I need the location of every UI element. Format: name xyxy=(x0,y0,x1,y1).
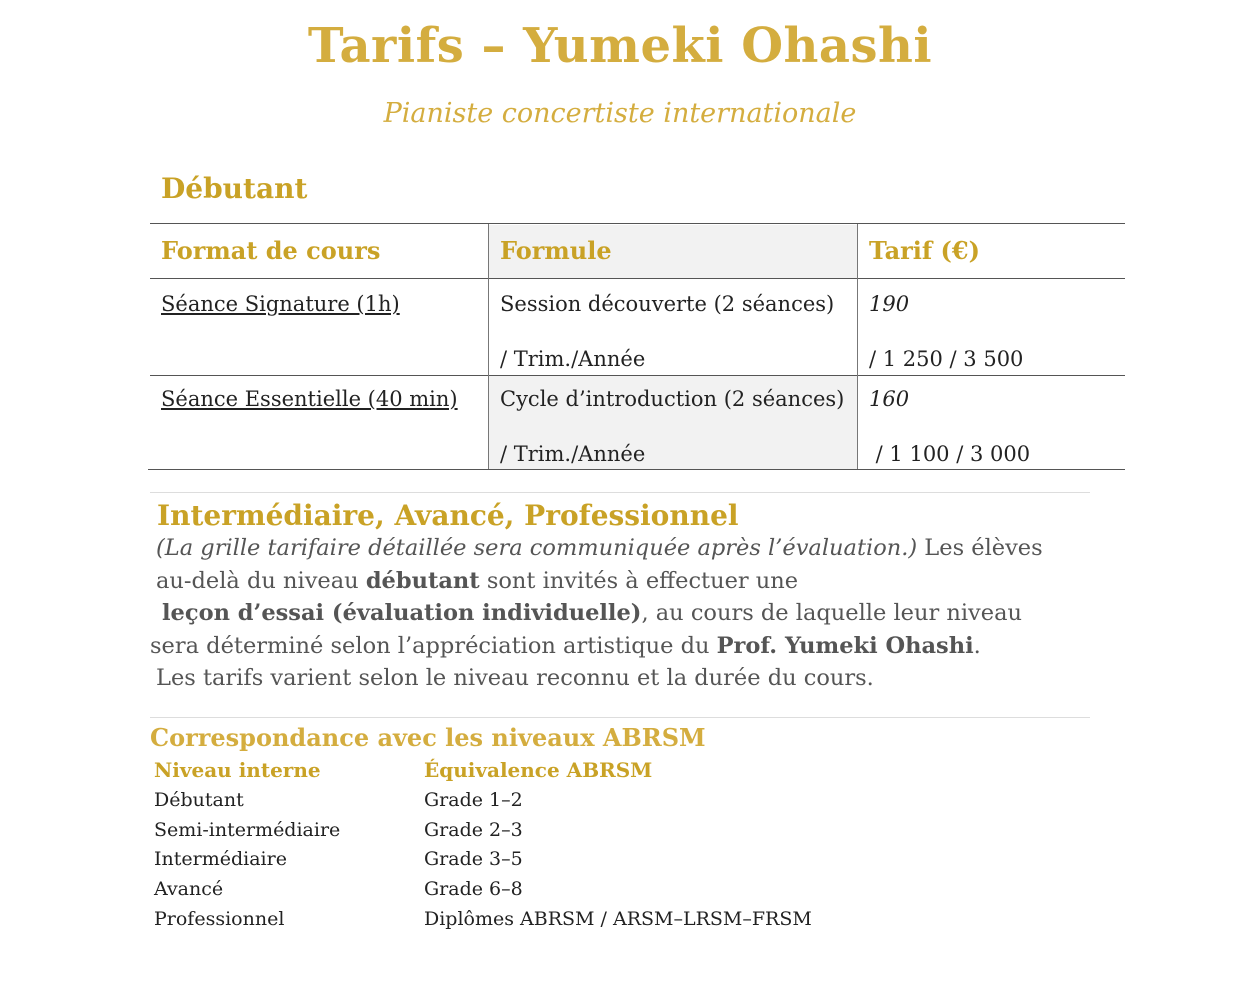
abrsm-row-equiv: Diplômes ABRSM / ARSM–LRSM–FRSM xyxy=(424,908,812,930)
page-title: Tarifs – Yumeki Ohashi xyxy=(307,18,933,74)
intermediaire-paragraph-3: Les tarifs varient selon le niveau reconnu et la durée du cours. xyxy=(156,665,874,691)
table-top-rule xyxy=(150,223,1125,224)
abrsm-heading: Correspondance avec les niveaux ABRSM xyxy=(150,723,706,752)
intermediaire-heading: Intermédiaire, Avancé, Professionnel xyxy=(157,499,739,532)
p1-bold-debutant: débutant xyxy=(365,567,480,594)
abrsm-row-niveau: Avancé xyxy=(154,878,224,900)
header-formule: Formule xyxy=(500,236,612,265)
table-col-rule-1 xyxy=(488,224,489,469)
intermediaire-paragraph-1 xyxy=(150,532,1070,597)
p2-bold-prof: Prof. Yumeki Ohashi xyxy=(716,632,974,659)
row1-format: Séance Signature (1h) xyxy=(161,292,400,316)
row1-formule-line2: / Trim./Année xyxy=(500,347,646,371)
p2-text-d: . xyxy=(973,632,981,659)
abrsm-row-niveau: Débutant xyxy=(154,789,244,811)
abrsm-row-equiv: Grade 2–3 xyxy=(424,819,523,841)
row1-tarif-line2: / 1 250 / 3 500 xyxy=(869,347,1024,371)
header-format: Format de cours xyxy=(161,236,381,265)
row2-formule-line2: / Trim./Année xyxy=(500,442,646,466)
abrsm-row-niveau: Professionnel xyxy=(154,908,285,930)
row2-tarif-line2: / 1 100 / 3 000 xyxy=(869,442,1031,466)
table-col-rule-2 xyxy=(857,224,858,469)
row2-tarif-line1: 160 xyxy=(869,387,910,411)
p1-text-a: Les élèves au-delà du niveau xyxy=(156,535,1043,594)
abrsm-row-niveau: Semi-intermédiaire xyxy=(154,819,341,841)
pricing-note: (La grille tarifaire détaillée sera communiquée après l’évaluation.) xyxy=(156,535,918,561)
table-row-rule xyxy=(150,375,1125,376)
debutant-heading: Débutant xyxy=(161,172,308,205)
p2-text-b: , au cours de laquelle leur niveau sera déterminé selon l’appréciation artistique du xyxy=(150,600,1022,659)
abrsm-header-equivalence: Équivalence ABRSM xyxy=(424,758,653,782)
page-subtitle: Pianiste concertiste internationale xyxy=(383,98,857,129)
table-header-rule xyxy=(150,278,1125,279)
abrsm-row-niveau: Intermédiaire xyxy=(154,848,287,870)
intermediaire-paragraph-2 xyxy=(150,597,1070,662)
row2-format: Séance Essentielle (40 min) xyxy=(161,387,458,411)
p2-bold-lecon: leçon d’essai (évaluation individuelle) xyxy=(162,600,642,626)
row1-tarif-line1: 190 xyxy=(869,292,910,316)
abrsm-header-niveau: Niveau interne xyxy=(154,758,321,782)
table-bottom-rule xyxy=(148,469,1125,470)
abrsm-row-equiv: Grade 3–5 xyxy=(424,848,523,870)
header-tarif: Tarif (€) xyxy=(869,236,980,265)
p1-text-c: sont invités à effectuer une xyxy=(479,567,799,594)
intermediaire-body xyxy=(150,532,1070,695)
section-divider-1 xyxy=(150,492,1090,493)
abrsm-row-equiv: Grade 6–8 xyxy=(424,878,523,900)
abrsm-row-equiv: Grade 1–2 xyxy=(424,789,523,811)
section-divider-2 xyxy=(150,717,1090,718)
row2-formule-line1: Cycle d’introduction (2 séances) xyxy=(500,387,845,411)
row1-formule-line1: Session découverte (2 séances) xyxy=(500,292,835,316)
